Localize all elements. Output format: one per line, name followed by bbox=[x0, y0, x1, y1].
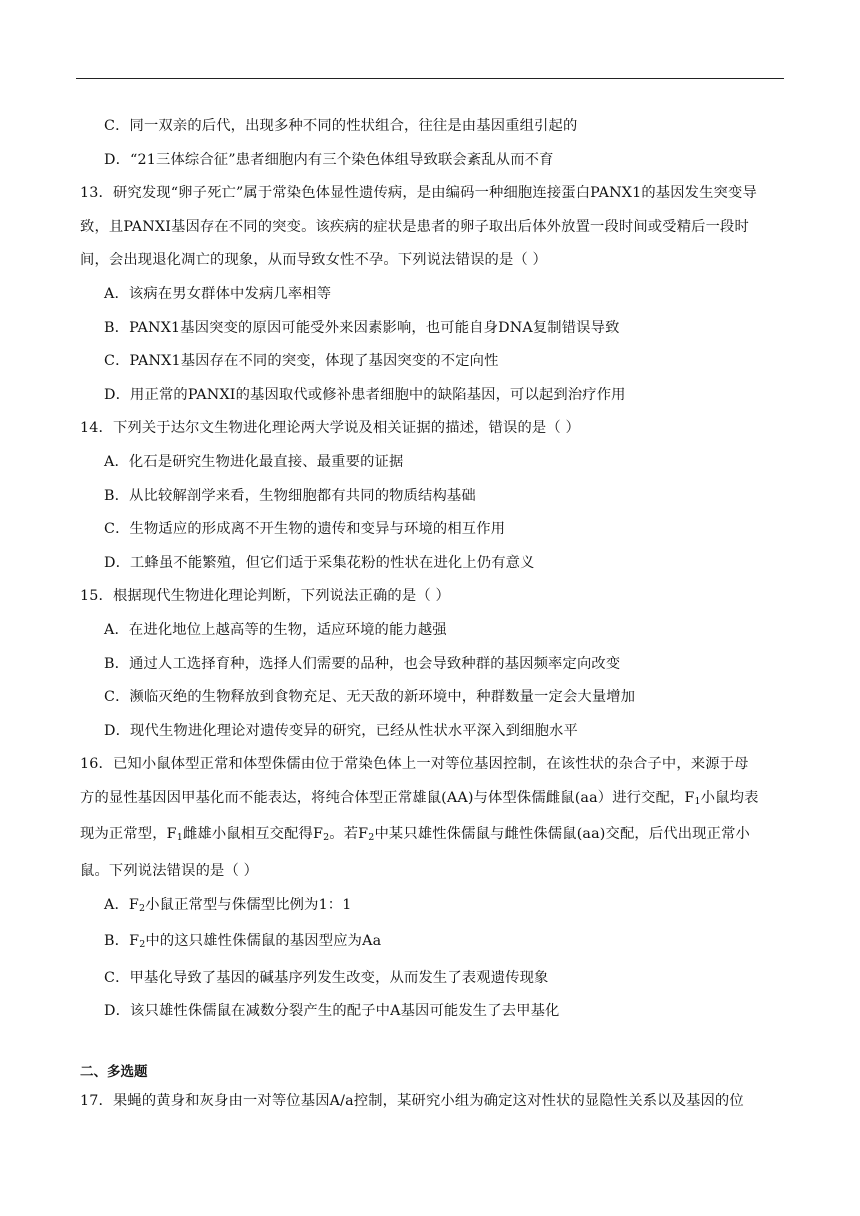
q13-option-b: B．PANX1基因突变的原因可能受外来因素影响，也可能自身DNA复制错误导致 bbox=[104, 319, 620, 336]
q15-option-d: D．现代生物进化理论对遗传变异的研究，已经从性状水平深入到细胞水平 bbox=[104, 722, 578, 739]
q15-stem: 15．根据现代生物进化理论判断，下列说法正确的是（ ） bbox=[80, 588, 450, 605]
q14-option-d: D．工蜂虽不能繁殖，但它们适于采集花粉的性状在进化上仍有意义 bbox=[104, 554, 535, 571]
q13-option-a: A．该病在男女群体中发病几率相等 bbox=[104, 285, 332, 302]
q15-option-c: C．濒临灭绝的生物释放到食物充足、无天敌的新环境中，种群数量一定会大量增加 bbox=[104, 689, 636, 706]
section-title-multiple-choice: 二、多选题 bbox=[80, 1064, 148, 1081]
q16-option-c: C．甲基化导致了基因的碱基序列发生改变，从而发生了表观遗传现象 bbox=[104, 969, 549, 986]
q14-stem: 14．下列关于达尔文生物进化理论两大学说及相关证据的描述，错误的是（ ） bbox=[80, 420, 580, 437]
q13-stem-line-2: 致，且PANXI基因存在不同的突变。该疾病的症状是患者的卵子取出后体外放置一段时间或受精后一段时 bbox=[80, 218, 749, 235]
document-body bbox=[76, 110, 786, 1119]
subscript-2: 2 bbox=[368, 832, 375, 844]
q16-stem-line-1: 16．已知小鼠体型正常和体型侏儒由位于常染色体上一对等位基因控制，在该性状的杂合子中，来源于母 bbox=[80, 756, 749, 773]
q15-option-a: A．在进化地位上越高等的生物，适应环境的能力越强 bbox=[104, 621, 447, 638]
subscript-1: 1 bbox=[176, 832, 183, 844]
subscript-2: 2 bbox=[139, 939, 146, 951]
subscript-2: 2 bbox=[139, 902, 146, 914]
subscript-1: 1 bbox=[694, 795, 701, 807]
q16-stem-line-3: 现为正常型，$F_1$雌雄小鼠相互交配得$F_2$。若$F_2$中某只雄性侏儒鼠与雌性侏儒鼠(aa)交配，后代出现正常小 bbox=[80, 826, 750, 844]
q16-stem-line-2: 方的显性基因因甲基化而不能表达，将纯合体型正常雄鼠(AA)与体型侏儒雌鼠(aa）进行交配，$F_1$小鼠均表 bbox=[80, 789, 759, 807]
q16-option-a: A．$F_2$小鼠正常型与侏儒型比例为1：1 bbox=[104, 896, 352, 914]
subscript-2: 2 bbox=[323, 832, 330, 844]
q17-stem-line-1: 17．果蝇的黄身和灰身由一对等位基因A/a控制，某研究小组为确定这对性状的显隐性关系以及基因的位 bbox=[80, 1093, 744, 1110]
q14-option-c: C．生物适应的形成离不开生物的遗传和变异与环境的相互作用 bbox=[104, 521, 506, 538]
q12-option-c: C．同一双亲的后代，出现多种不同的性状组合，往往是由基因重组引起的 bbox=[104, 118, 578, 134]
q16-option-d: D．该只雄性侏儒鼠在减数分裂产生的配子中A基因可能发生了去甲基化 bbox=[104, 1003, 560, 1020]
q14-option-b: B．从比较解剖学来看，生物细胞都有共同的物质结构基础 bbox=[104, 487, 476, 504]
q15-option-b: B．通过人工选择育种，选择人们需要的品种，也会导致种群的基因频率定向改变 bbox=[104, 655, 621, 672]
q14-option-a: A．化石是研究生物进化最直接、最重要的证据 bbox=[104, 453, 404, 470]
q13-option-d: D．用正常的PANXI的基因取代或修补患者细胞中的缺陷基因，可以起到治疗作用 bbox=[104, 386, 626, 403]
q16-stem-line-4: 鼠。下列说法错误的是（ ） bbox=[80, 863, 259, 880]
q13-stem-line-3: 间，会出现退化凋亡的现象，从而导致女性不孕。下列说法错误的是（ ） bbox=[80, 252, 547, 269]
q12-option-d: D．“21三体综合征”患者细胞内有三个染色体组导致联会紊乱从而不育 bbox=[104, 151, 554, 168]
q13-option-c: C．PANX1基因存在不同的突变，体现了基因突变的不定向性 bbox=[104, 353, 499, 370]
q13-stem-line-1: 13．研究发现“卵子死亡”属于常染色体显性遗传病，是由编码一种细胞连接蛋白PANX1的基因发生突变导 bbox=[80, 185, 757, 202]
q16-option-b: B．$F_2$中的这只雄性侏儒鼠的基因型应为Aa bbox=[104, 933, 382, 951]
section-gap bbox=[76, 1029, 786, 1059]
header-rule bbox=[76, 78, 784, 79]
